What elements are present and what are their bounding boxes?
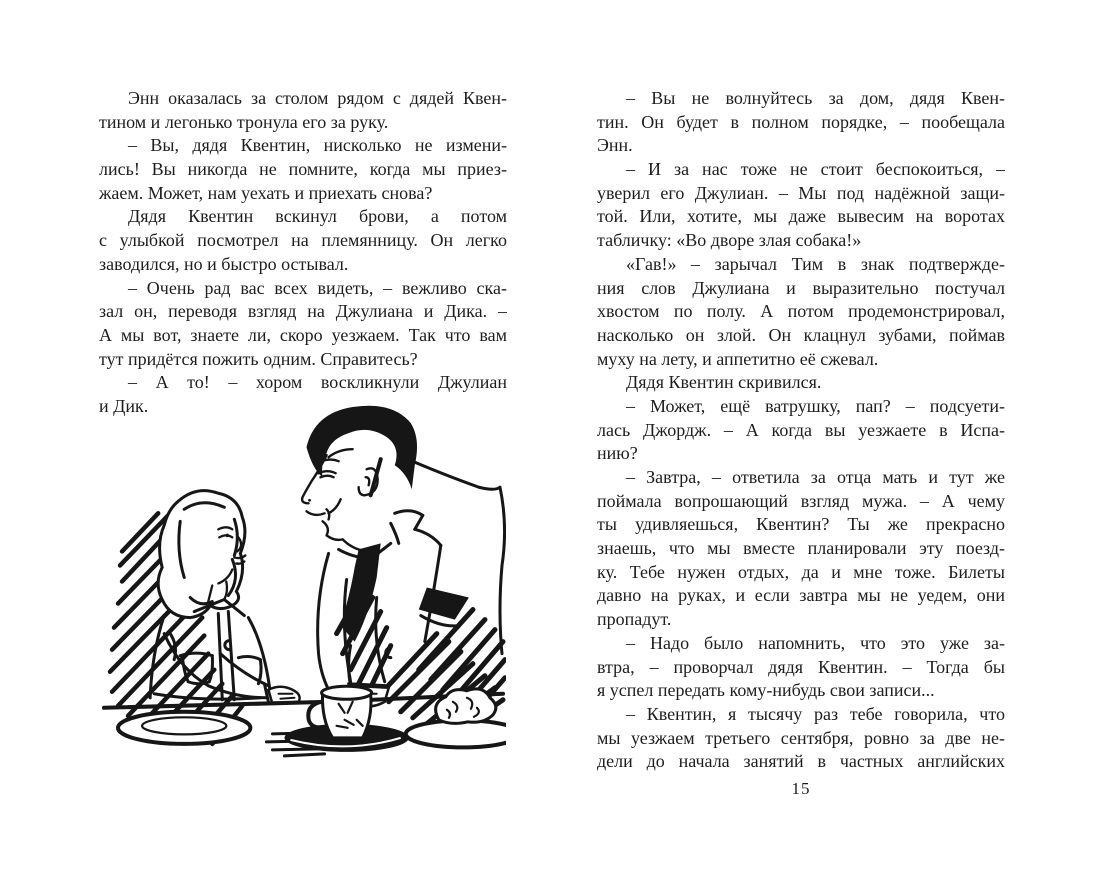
text-line: Дядя Квентин скривился. bbox=[626, 372, 822, 393]
text-line: нию? bbox=[597, 443, 638, 464]
text-line: с улыбкой посмотрел на племянницу. Он легко bbox=[99, 230, 507, 251]
text-line: поймала вопрошающий взгляд мужа. – А чему bbox=[597, 490, 1005, 511]
text-line: лись! Вы никогда не помните, когда мы приез- bbox=[99, 159, 507, 180]
table-scene-illustration bbox=[100, 401, 506, 777]
text-line: ния слов Джулиана и выразительно постучал bbox=[597, 277, 1005, 298]
text-line: уверил его Джулиан. – Мы под надёжной защи- bbox=[597, 182, 1005, 203]
text-line: ку. Тебе нужен отдых, да и мне тоже. Билеты bbox=[597, 561, 1005, 582]
text-line: заводился, но и быстро остывал. bbox=[99, 253, 349, 274]
text-line: давно на руках, и если завтра мы не уедем, они bbox=[597, 585, 1005, 606]
text-line: табличку: «Во дворе злая собака!» bbox=[597, 230, 862, 251]
bun bbox=[436, 689, 496, 724]
text-line: – Вы не волнуйтесь за дом, дядя Квен- bbox=[626, 88, 1005, 108]
text-line: знаешь, что мы вместе планировали эту поезд- bbox=[597, 538, 1005, 559]
text-line: тин. Он будет в полном порядке, – пообещала bbox=[597, 111, 1005, 132]
text-line: жаем. Может, нам уехать и приехать снова? bbox=[99, 182, 433, 203]
text-line: втра, – проворчал дядя Квентин. – Тогда бы bbox=[597, 656, 1005, 677]
text-line: насколько он злой. Он клацнул зубами, поймав bbox=[597, 324, 1005, 345]
text-line: хвостом по полу. А потом продемонстрировал, bbox=[597, 301, 1005, 322]
text-line: ты удивляешься, Квентин? Ты же прекрасно bbox=[597, 514, 1005, 535]
text-line: – Надо было напомнить, что это уже за- bbox=[626, 632, 1005, 653]
text-line: муху на лету, и аппетитно её сжевал. bbox=[597, 348, 879, 369]
illustration-svg bbox=[100, 401, 506, 777]
text-line: пропадут. bbox=[597, 609, 672, 630]
text-line: мы уезжаем третьего сентября, ровно за две не- bbox=[597, 727, 1005, 748]
right-text-column bbox=[597, 87, 1005, 774]
text-line: – Завтра, – ответила за отца мать и тут же bbox=[626, 467, 1005, 487]
page-number: 15 bbox=[791, 779, 811, 798]
text-line: зал он, переводя взгляд на Джулиана и Дика. – bbox=[99, 301, 507, 322]
text-line: дели до начала занятий в частных английских bbox=[597, 751, 1005, 772]
text-line: лась Джордж. – А когда вы уезжаете в Испа- bbox=[597, 419, 1005, 440]
text-line: тут придётся пожить одним. Справитесь? bbox=[99, 348, 418, 369]
text-line: – А то! – хором воскликнули Джулиан bbox=[128, 372, 507, 393]
left-text-column bbox=[99, 87, 507, 419]
text-line: А мы вот, знаете ли, скоро уезжаем. Так что вам bbox=[99, 324, 507, 345]
text-line: – Вы, дядя Квентин, нисколько не измени- bbox=[128, 135, 507, 156]
text-line: Энн оказалась за столом рядом с дядей Квен- bbox=[128, 88, 507, 108]
text-line: «Гав!» – зарычал Тим в знак подтвержде- bbox=[626, 253, 1005, 274]
text-line: – И за нас тоже не стоит беспокоиться, – bbox=[626, 159, 1005, 180]
text-line: Энн. bbox=[597, 135, 633, 156]
text-line: той. Или, хотите, мы даже вывесим на воротах bbox=[597, 206, 1005, 227]
text-line: я успел передать кому-нибудь свои записи... bbox=[597, 680, 935, 701]
text-line: – Квентин, я тысячу раз тебе говорила, что bbox=[626, 703, 1005, 724]
text-line: Дядя Квентин вскинул брови, а потом bbox=[128, 206, 507, 227]
text-line: – Может, ещё ватрушку, пап? – подсуети- bbox=[626, 395, 1005, 416]
text-line: тином и легонько тронула его за руку. bbox=[99, 111, 389, 132]
man-figure bbox=[302, 406, 504, 690]
text-line: – Очень рад вас всех видеть, – вежливо ска- bbox=[128, 277, 507, 298]
text-line: и Дик. bbox=[99, 395, 149, 416]
